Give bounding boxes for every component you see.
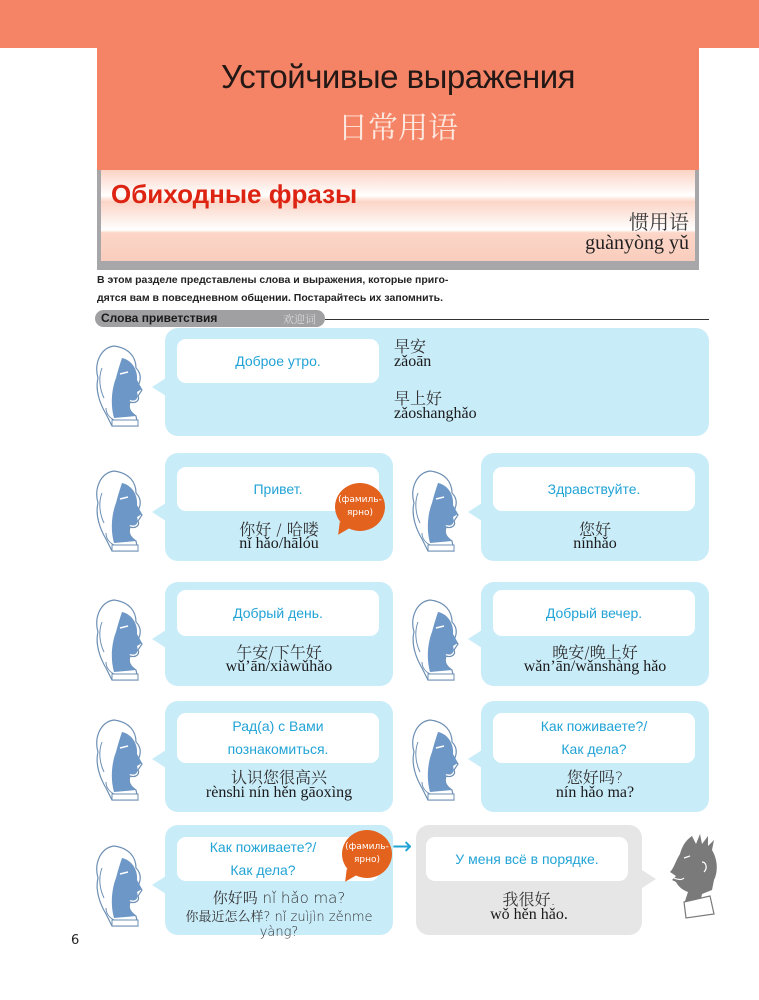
boy-illustration	[662, 830, 722, 920]
pinyin: wǎn’ān/wǎnshàng hǎo	[523, 658, 667, 675]
arrow-right-icon: →	[392, 832, 413, 860]
pinyin: nínhǎo	[573, 535, 617, 552]
page-title: Устойчивые выражения	[220, 58, 576, 95]
speech-tail	[152, 503, 166, 521]
chinese-phrase: 晚安/晚上好	[552, 643, 638, 662]
russian-phrase: У меня всё в порядке.	[426, 837, 628, 881]
pinyin: zǎoān	[394, 353, 432, 370]
speech-tail	[152, 630, 166, 648]
phrase-card-how-are-you-formal	[481, 701, 709, 812]
phrase-card-good-morning	[165, 328, 709, 436]
russian-phrase: Доброе утро.	[177, 339, 379, 383]
speech-tail	[642, 870, 656, 888]
phrase-card-reply-fine	[416, 825, 642, 935]
russian-phrase: Привет.	[177, 467, 379, 511]
informal-badge: (фамиль- ярно)	[342, 830, 392, 878]
title-block	[97, 48, 699, 171]
russian-phrase: Как поживаете?/ Как дела?	[177, 837, 379, 881]
intro-paragraph: В этом разделе представлены слова и выражения, которые приго- дятся вам в повседневном общении. Постарайтесь их запомнить.	[97, 274, 449, 304]
chinese-phrase: 早安	[394, 337, 427, 356]
girl-illustration	[92, 338, 152, 428]
subtitle-block	[97, 170, 699, 270]
phrase-card-hello-formal	[481, 453, 709, 561]
girl-illustration	[92, 712, 152, 802]
subtitle-pinyin: guànyòng yǔ	[585, 232, 689, 254]
pinyin: zǎoshanghǎo	[394, 405, 477, 422]
section-divider	[325, 319, 709, 320]
chinese-phrase: 认识您很高兴	[230, 768, 327, 787]
speech-tail	[152, 378, 166, 396]
speech-tail	[152, 750, 166, 768]
phrase-card-good-afternoon	[165, 582, 393, 686]
chinese-phrase: 您好	[578, 520, 611, 539]
chinese-phrase: 午安/下午好	[236, 643, 322, 662]
section-title: Слова приветствия	[101, 311, 218, 325]
speech-tail	[152, 876, 166, 894]
girl-illustration	[408, 712, 468, 802]
chinese-phrase: 您好吗?	[566, 768, 624, 787]
girl-illustration	[408, 592, 468, 682]
pinyin: wǔ’ān/xiàwǔhǎo	[225, 658, 333, 675]
speech-tail	[468, 503, 482, 521]
chinese-phrase: 早上好	[394, 389, 443, 408]
russian-phrase: Здравствуйте.	[493, 467, 695, 511]
russian-phrase: Добрый вечер.	[493, 590, 695, 636]
pinyin: rènshi nín hěn gāoxìng	[205, 784, 353, 801]
speech-tail	[468, 630, 482, 648]
girl-illustration	[92, 592, 152, 682]
russian-phrase: Как поживаете?/ Как дела?	[493, 713, 695, 763]
russian-phrase: Добрый день.	[177, 590, 379, 636]
pinyin: nǐ hǎo/hālóu	[239, 535, 319, 552]
phrase-card-good-evening	[481, 582, 709, 686]
section-title-chinese: 欢迎词	[283, 313, 316, 326]
page-title-chinese: 日常用语	[338, 111, 458, 146]
section-header	[95, 310, 325, 327]
girl-illustration	[92, 463, 152, 553]
pinyin: nín hǎo ma?	[555, 784, 635, 801]
subtitle: Обиходные фразы	[111, 179, 358, 209]
informal-badge: (фамиль- ярно)	[335, 483, 385, 531]
header-band	[0, 0, 759, 48]
page-number: 6	[71, 933, 80, 948]
girl-illustration	[92, 838, 152, 928]
chinese-phrase: 你最近怎么样? nǐ zuìjìn zěnme yàng?	[185, 910, 373, 940]
speech-tail	[468, 750, 482, 768]
pinyin: wǒ hěn hǎo.	[490, 906, 568, 923]
chinese-phrase: 我很好.	[502, 890, 556, 909]
russian-phrase: Рад(а) с Вами познакомиться.	[177, 713, 379, 763]
subtitle-chinese: 惯用语	[629, 210, 689, 234]
girl-illustration	[408, 463, 468, 553]
chinese-phrase: 你好吗 nǐ hǎo ma?	[212, 889, 346, 907]
chinese-phrase: 你好 / 哈喽	[239, 520, 319, 539]
phrase-card-nice-to-meet	[165, 701, 393, 812]
